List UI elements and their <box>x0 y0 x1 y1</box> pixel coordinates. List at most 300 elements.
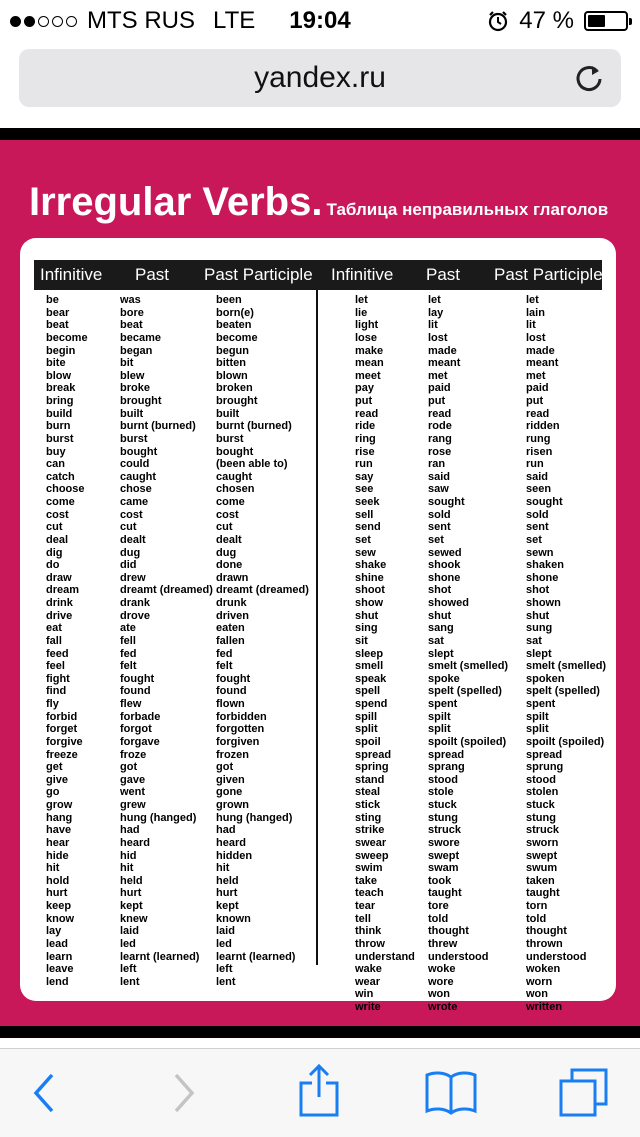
verb-cell: speak <box>355 672 387 685</box>
verb-cell: have <box>46 824 72 837</box>
column-divider <box>316 290 318 965</box>
verb-cell: shaken <box>526 559 564 572</box>
verb-cell: fed <box>120 647 137 660</box>
verb-cell: sew <box>355 546 376 559</box>
verb-cell: forgotten <box>216 723 265 736</box>
table-header <box>34 260 602 290</box>
url-text[interactable]: yandex.ru <box>254 61 386 94</box>
verb-cell: tell <box>355 912 371 925</box>
carrier-label: MTS RUS <box>87 7 195 34</box>
verb-cell: stuck <box>526 799 555 811</box>
verb-cell: brought <box>216 395 258 407</box>
verb-cell: went <box>120 786 146 799</box>
col-left-infinitive <box>46 294 88 988</box>
verb-cell: stolen <box>526 786 559 799</box>
verb-cell: chose <box>120 483 152 496</box>
page-title <box>29 180 608 225</box>
verb-cell: come <box>216 496 245 508</box>
verb-cell: lent <box>216 975 236 988</box>
verb-cell: told <box>428 912 449 925</box>
verb-cell: torn <box>526 900 548 912</box>
verb-cell: spread <box>355 748 392 761</box>
verb-cell: forgiven <box>216 735 260 748</box>
verb-cell: broke <box>120 382 150 395</box>
verb-cell: spilt <box>526 710 549 723</box>
verb-cell: wear <box>355 975 381 988</box>
verb-cell: split <box>526 723 549 736</box>
verb-cell: came <box>120 496 149 508</box>
verb-cell: spoil <box>355 735 381 748</box>
verb-cell: draw <box>46 571 72 584</box>
verb-cell: froze <box>120 748 147 761</box>
verb-cell: grew <box>120 799 146 811</box>
verb-cell: grow <box>46 799 73 811</box>
status-bar <box>0 0 640 40</box>
verb-cell: ring <box>355 432 376 445</box>
verb-cell: drink <box>46 597 73 609</box>
verb-cell: heard <box>120 836 150 849</box>
verb-cell: led <box>120 937 136 950</box>
forward-icon[interactable] <box>170 1071 198 1115</box>
verb-cell: dealt <box>216 533 242 546</box>
verb-cell: hear <box>46 836 70 849</box>
verb-cell: bought <box>216 445 254 458</box>
verb-cell: lose <box>355 331 378 344</box>
verb-cell: forgave <box>120 735 160 748</box>
verb-cell: run <box>355 458 373 471</box>
header-participle-right: Past Participle <box>494 265 603 284</box>
address-bar[interactable] <box>19 49 621 107</box>
verb-cell: light <box>355 319 379 332</box>
verb-cell: strike <box>355 824 385 837</box>
verb-cell: do <box>46 559 60 572</box>
verb-cell: flew <box>120 698 142 710</box>
verb-cell: caught <box>120 470 157 483</box>
verb-cell: dug <box>120 546 141 559</box>
verb-cell: shot <box>526 584 550 597</box>
col-right-infinitive <box>355 294 415 1014</box>
verb-cell: lost <box>526 331 546 344</box>
verb-cell: held <box>216 874 239 887</box>
verb-cell: left <box>216 963 233 976</box>
verb-cell: drive <box>46 609 73 622</box>
verb-cell: flown <box>216 698 245 710</box>
verb-cell: spill <box>355 710 378 723</box>
verb-cell: ate <box>120 622 136 635</box>
verb-cell: cost <box>120 508 143 521</box>
verb-cell: feed <box>46 647 69 660</box>
verb-cell: burn <box>46 420 71 433</box>
verb-cell: lead <box>46 937 69 950</box>
verb-cell: fall <box>46 634 62 647</box>
verb-cell: lost <box>428 331 448 344</box>
verb-cell: rung <box>526 432 551 445</box>
verb-cell: forget <box>46 723 78 736</box>
verb-cell: had <box>216 824 236 837</box>
verb-cell: beat <box>120 319 143 332</box>
verb-cell: let <box>526 294 539 306</box>
verb-cell: woke <box>428 963 456 976</box>
verb-cell: made <box>428 344 457 357</box>
verb-cell: hit <box>216 862 230 875</box>
verb-cell: stuck <box>428 799 457 811</box>
verb-cell: smelt (smelled) <box>428 660 509 673</box>
verb-cell: see <box>355 483 374 496</box>
verb-cell: set <box>355 533 371 546</box>
verb-cell: dreamt (dreamed) <box>216 584 309 597</box>
verb-cell: slept <box>526 647 552 660</box>
verb-cell: laid <box>120 925 139 938</box>
verb-cell: put <box>526 395 544 407</box>
verb-cell: cut <box>120 521 137 534</box>
verb-cell: sat <box>526 634 542 647</box>
verb-cell: bite <box>46 357 66 370</box>
verb-cell: laid <box>216 925 235 938</box>
verb-cell: swim <box>355 862 383 875</box>
verb-cell: let <box>428 294 441 306</box>
verb-cell: heard <box>216 836 246 849</box>
verbs-table-card <box>20 238 616 1013</box>
verb-cell: fought <box>120 672 155 685</box>
verb-cell: learnt (learned) <box>120 950 200 963</box>
web-content <box>0 128 640 1038</box>
verb-cell: got <box>120 761 138 774</box>
verb-cell: rise <box>355 445 375 458</box>
verb-cell: get <box>46 761 63 774</box>
verb-cell: sung <box>526 622 553 635</box>
col-left-participle <box>216 294 309 988</box>
verb-cell: knew <box>120 912 148 925</box>
verb-cell: take <box>355 874 378 887</box>
verb-cell: saw <box>428 483 449 496</box>
verb-cell: go <box>46 786 60 799</box>
verb-cell: won <box>526 988 548 1001</box>
verb-cell: sworn <box>526 836 559 849</box>
verb-cell: written <box>526 1001 563 1013</box>
verb-cell: bit <box>120 357 134 370</box>
verb-cell: sold <box>428 508 451 521</box>
verb-cell: choose <box>46 483 85 496</box>
bookmarks-icon[interactable] <box>424 1069 478 1115</box>
verb-cell: wake <box>355 963 382 976</box>
verb-cell: make <box>355 344 384 357</box>
verb-cell: read <box>355 407 379 420</box>
verb-cell: win <box>355 988 374 1001</box>
verb-cell: lit <box>428 319 438 332</box>
header-infinitive-right: Infinitive <box>331 265 394 284</box>
verb-cell: set <box>526 533 542 546</box>
verb-cell: say <box>355 470 374 483</box>
verb-cell: forgot <box>120 723 152 736</box>
verb-cell: built <box>216 407 240 420</box>
verb-cell: hide <box>46 849 69 862</box>
verb-cell: (been able to) <box>216 458 288 471</box>
verb-cell: lay <box>46 925 62 938</box>
verb-cell: mean <box>355 357 384 370</box>
verb-cell: throw <box>355 937 385 950</box>
verb-cell: thought <box>526 925 567 938</box>
tabs-icon[interactable] <box>558 1067 610 1119</box>
verb-cell: cost <box>216 508 239 521</box>
verb-cell: beat <box>46 319 69 332</box>
verb-cell: fed <box>216 647 233 660</box>
verb-cell: keep <box>46 900 72 912</box>
verb-cell: was <box>120 294 141 306</box>
verb-cell: spilt <box>428 710 451 723</box>
verb-cell: lit <box>526 319 536 332</box>
verb-cell: tore <box>428 900 449 912</box>
verb-cell: kept <box>120 900 143 912</box>
verb-cell: sold <box>526 508 549 521</box>
verb-cell: smelt (smelled) <box>526 660 607 673</box>
verb-cell: sat <box>428 634 444 647</box>
verb-cell: spread <box>526 748 563 761</box>
verb-cell: spoilt (spoiled) <box>428 735 507 748</box>
verb-cell: dug <box>216 546 237 559</box>
verb-cell: spread <box>428 748 465 761</box>
verb-cell: meet <box>355 369 381 382</box>
verb-cell: meant <box>526 357 559 370</box>
verb-cell: took <box>428 874 452 887</box>
verb-cell: swore <box>428 836 460 849</box>
verb-cell: had <box>120 824 140 837</box>
verb-cell: hit <box>46 862 60 875</box>
col-right-past <box>428 294 508 1014</box>
verb-cell: began <box>120 344 153 357</box>
verb-cell: burnt (burned) <box>120 420 196 433</box>
verb-cell: sting <box>355 811 382 824</box>
verb-cell: stood <box>526 773 556 786</box>
verb-cell: met <box>526 369 546 382</box>
verb-cell: find <box>46 685 67 698</box>
verb-cell: born(e) <box>216 306 254 319</box>
verb-cell: spell <box>355 685 381 698</box>
verb-cell: spring <box>355 761 389 774</box>
verb-cell: threw <box>428 937 458 950</box>
verb-cell: shone <box>526 571 559 584</box>
verb-cell: did <box>120 559 137 572</box>
title-subtitle: Таблица неправильных глаголов <box>326 200 609 219</box>
verb-cell: paid <box>526 382 549 395</box>
verb-cell: sewn <box>526 546 554 559</box>
verb-cell: rose <box>428 445 452 458</box>
verb-cell: lent <box>120 975 140 988</box>
verb-cell: drunk <box>216 597 247 609</box>
verb-cell: spent <box>428 698 458 710</box>
verb-cell: begun <box>216 344 249 357</box>
verb-cell: hold <box>46 874 70 887</box>
verb-cell: woken <box>526 963 561 976</box>
verb-cell: let <box>355 294 368 306</box>
verb-cell: struck <box>526 824 560 837</box>
verb-cell: eat <box>46 622 62 635</box>
verb-cell: bore <box>120 306 144 319</box>
verb-cell: fly <box>46 698 59 710</box>
verb-cell: come <box>46 496 75 508</box>
verb-cell: burst <box>216 432 244 445</box>
verb-cell: spent <box>526 698 556 710</box>
verb-cell: spoilt (spoiled) <box>526 735 605 748</box>
verb-cell: drew <box>120 571 146 584</box>
verb-cell: worn <box>526 975 553 988</box>
verb-cell: lie <box>355 306 368 319</box>
verb-cell: showed <box>428 597 469 609</box>
verb-cell: understand <box>355 950 415 963</box>
verb-cell: smell <box>355 660 384 673</box>
verb-cell: hung (hanged) <box>216 811 293 824</box>
verb-cell: become <box>46 331 88 344</box>
verb-cell: shut <box>428 609 452 622</box>
verb-cell: stood <box>428 773 458 786</box>
browser-toolbar <box>0 1048 640 1137</box>
verb-cell: seen <box>526 483 552 496</box>
verb-cell: drawn <box>216 571 249 584</box>
verb-cell: cut <box>216 521 233 534</box>
verb-cell: sang <box>428 622 454 635</box>
verb-cell: said <box>428 470 451 483</box>
verb-cell: dig <box>46 546 63 559</box>
verb-cell: teach <box>355 887 384 900</box>
verb-cell: spend <box>355 698 388 710</box>
verb-cell: run <box>526 458 544 471</box>
verb-cell: became <box>120 331 161 344</box>
verb-cell: known <box>216 912 251 925</box>
verb-cell: spelt (spelled) <box>428 685 502 698</box>
verb-cell: blew <box>120 369 145 382</box>
verb-cell: shut <box>526 609 550 622</box>
verb-cell: found <box>120 685 151 698</box>
verb-cell: shoot <box>355 584 385 597</box>
verb-cell: hidden <box>216 849 253 862</box>
verb-cell: thrown <box>526 937 563 950</box>
verb-cell: gave <box>120 773 146 786</box>
verb-cell: blown <box>216 369 248 382</box>
verb-cell: shown <box>526 597 561 609</box>
verb-cell: taken <box>526 874 555 887</box>
network-label: LTE <box>213 7 256 34</box>
verb-cell: stung <box>428 811 458 824</box>
verb-cell: read <box>526 407 550 420</box>
verb-cell: shut <box>355 609 379 622</box>
verb-cell: forbade <box>120 710 161 723</box>
verb-cell: think <box>355 925 382 938</box>
verb-cell: shine <box>355 571 384 584</box>
verb-cell: lend <box>46 975 69 988</box>
verb-cell: buy <box>46 445 66 458</box>
back-icon[interactable] <box>30 1071 58 1115</box>
verb-cell: sent <box>526 521 549 534</box>
verb-cell: taught <box>428 887 462 900</box>
verb-cell: spoke <box>428 672 460 685</box>
share-icon[interactable] <box>298 1063 340 1119</box>
verb-cell: shake <box>355 559 387 572</box>
verb-cell: bitten <box>216 357 246 370</box>
verb-cell: fought <box>216 672 251 685</box>
verb-cell: understood <box>428 950 489 963</box>
verb-cell: forbid <box>46 710 78 723</box>
verb-cell: paid <box>428 382 451 395</box>
verb-cell: feel <box>46 660 65 673</box>
verb-cell: hung (hanged) <box>120 811 197 824</box>
verb-cell: hurt <box>216 887 238 900</box>
verb-cell: sleep <box>355 647 384 660</box>
verb-cell: cut <box>46 521 63 534</box>
col-right-participle <box>526 294 606 1014</box>
verb-cell: put <box>428 395 446 407</box>
verb-cell: caught <box>216 470 253 483</box>
verb-cell: break <box>46 382 76 395</box>
verb-cell: drove <box>120 609 150 622</box>
verb-cell: stick <box>355 799 381 811</box>
verb-cell: built <box>120 407 144 420</box>
alarm-icon <box>487 10 509 32</box>
title-main: Irregular Verbs. <box>29 180 323 224</box>
verb-cell: risen <box>526 445 553 458</box>
verb-cell: sell <box>355 508 374 521</box>
verb-cell: sent <box>428 521 451 534</box>
verb-cell: shone <box>428 571 461 584</box>
verb-cell: fell <box>120 634 136 647</box>
verb-cell: sprung <box>526 761 564 774</box>
verb-cell: split <box>355 723 378 736</box>
verb-cell: seek <box>355 496 380 508</box>
verb-cell: burst <box>46 432 74 445</box>
verb-cell: fallen <box>216 634 245 647</box>
verb-cell: sought <box>526 496 563 508</box>
verb-cell: felt <box>216 660 233 673</box>
verb-cell: learn <box>46 950 73 963</box>
verb-cell: give <box>46 773 69 786</box>
verb-cell: build <box>46 407 73 420</box>
verb-cell: given <box>216 773 245 786</box>
verb-cell: send <box>355 521 381 534</box>
verb-cell: slept <box>428 647 454 660</box>
verb-cell: ride <box>355 420 376 433</box>
verb-cell: forbidden <box>216 710 267 723</box>
verb-cell: eaten <box>216 622 245 635</box>
verb-cell: meant <box>428 357 461 370</box>
verb-cell: done <box>216 559 243 572</box>
verb-cell: dealt <box>120 533 146 546</box>
verb-cell: understood <box>526 950 587 963</box>
verb-cell: leave <box>46 963 74 976</box>
verb-cell: swept <box>428 849 460 862</box>
verb-cell: ran <box>428 458 446 471</box>
header-past-right: Past <box>426 265 461 284</box>
verb-cell: sprang <box>428 761 465 774</box>
verb-cell: found <box>216 685 247 698</box>
verb-cell: been <box>216 294 242 306</box>
verb-cell: bring <box>46 395 74 407</box>
verb-cell: freeze <box>46 748 78 761</box>
verb-cell: wrote <box>428 1001 458 1013</box>
verb-cell: hid <box>120 849 137 862</box>
verb-cell: know <box>46 912 75 925</box>
verb-cell: taught <box>526 887 560 900</box>
verb-cell: sweep <box>355 849 389 862</box>
verb-cell: read <box>428 407 452 420</box>
verb-cell: frozen <box>216 748 249 761</box>
verb-cell: got <box>216 761 234 774</box>
verb-cell: drank <box>120 597 150 609</box>
verb-cell: shook <box>428 559 461 572</box>
header-infinitive-left: Infinitive <box>40 265 103 284</box>
verb-cell: shot <box>428 584 452 597</box>
verb-cell: pay <box>355 382 374 395</box>
reload-icon[interactable] <box>573 62 605 94</box>
verb-cell: gone <box>216 786 243 799</box>
verb-cell: beaten <box>216 319 252 332</box>
